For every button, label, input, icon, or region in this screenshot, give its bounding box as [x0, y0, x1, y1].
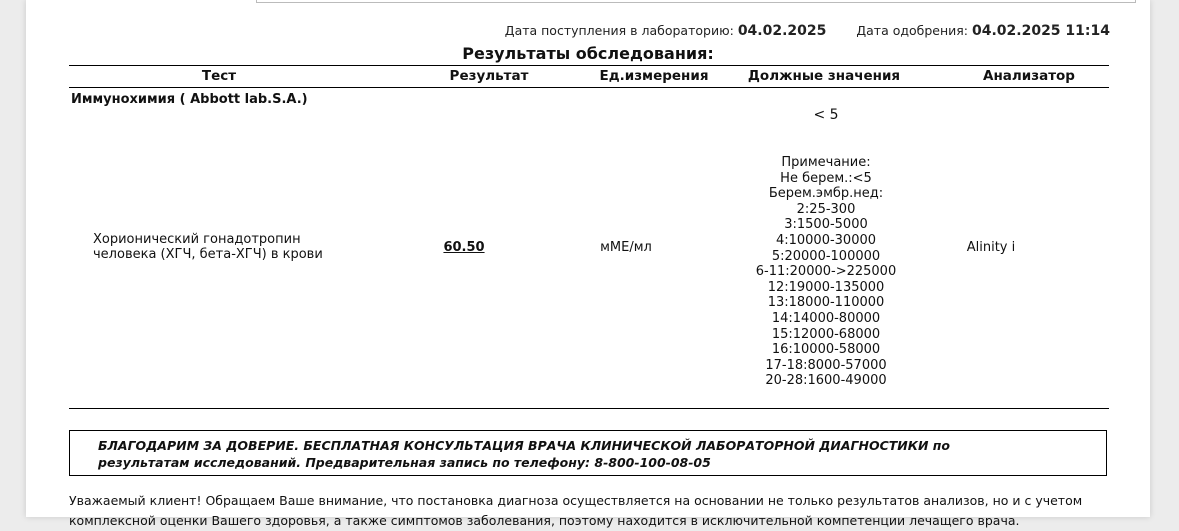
col-unit: Ед.измерения [599, 68, 709, 84]
reference-note-line: 3:1500-5000 [784, 217, 868, 233]
analyzer-value: Alinity i [966, 240, 1016, 255]
reference-note-line: 2:25-300 [796, 201, 856, 217]
dates-line [505, 23, 1110, 39]
reference-note-line: 17-18:8000-57000 [765, 357, 887, 373]
received-date-label: Дата поступления в лабораторию: [504, 23, 734, 38]
test-name [93, 232, 383, 262]
test-name-line1: Хорионический гонадотропин [93, 232, 301, 247]
reference-note-line: 16:10000-58000 [771, 342, 881, 358]
received-date-value: 04.02.2025 [737, 23, 827, 39]
footer-line2: комплексной оценки Вашего здоровья, а также симптомов заболевания, поэтому находится в исключительной компетенции лечащего врача. [69, 513, 1020, 528]
report-page [26, 0, 1150, 528]
col-test: Тест [201, 68, 237, 84]
header-box [256, 0, 1136, 3]
notice-line1: БЛАГОДАРИМ ЗА ДОВЕРИЕ. БЕСПЛАТНАЯ КОНСУЛЬТАЦИЯ ВРАЧА КЛИНИЧЕСКОЙ ЛАБОРАТОРНОЙ ДИАГНОСТИКИ по [98, 438, 950, 453]
col-reference: Должные значения [747, 68, 901, 84]
reference-note-line: 12:19000-135000 [767, 279, 885, 295]
table-header [69, 65, 1109, 88]
reference-note-line: 13:18000-110000 [767, 295, 885, 311]
reference-note-line: 5:20000-100000 [771, 248, 881, 264]
reference-note-line: 14:14000-80000 [771, 310, 881, 326]
group-title: Иммунохимия ( Abbott lab.S.A.) [71, 92, 308, 107]
reference-note-line: 6-11:20000->225000 [755, 264, 897, 280]
result-value: 60.50 [443, 240, 485, 255]
reference-note [726, 155, 926, 389]
results-title: Результаты обследования: [462, 44, 714, 63]
consultation-notice [69, 430, 1107, 476]
reference-note-line: 20-28:1600-49000 [765, 373, 887, 389]
reference-note-line: Не берем.:<5 [780, 170, 872, 186]
notice-line2: результатам исследований. Предварительная запись по телефону: 8-800-100-08-05 [98, 455, 711, 470]
reference-note-line: Примечание: [781, 155, 871, 170]
reference-note-line: Берем.эмбр.нед: [768, 186, 884, 202]
reference-note-line: 4:10000-30000 [775, 232, 877, 248]
approved-date-label: Дата одобрения: [856, 23, 968, 38]
approved-date-value: 04.02.2025 11:14 [971, 23, 1110, 39]
reference-note-line: 15:12000-68000 [771, 326, 881, 342]
col-analyzer: Анализатор [983, 68, 1075, 84]
test-name-line2: человека (ХГЧ, бета-ХГЧ) в крови [93, 247, 323, 262]
unit-value: мМЕ/мл [600, 240, 652, 255]
footer-notice [69, 491, 1119, 531]
col-result: Результат [449, 68, 529, 84]
footer-line1: Уважаемый клиент! Обращаем Ваше внимание, что постановка диагноза осуществляется на основании не только результатов анализов, но и с учетом [69, 493, 1083, 508]
reference-short: < 5 [813, 107, 839, 123]
divider [69, 408, 1109, 409]
